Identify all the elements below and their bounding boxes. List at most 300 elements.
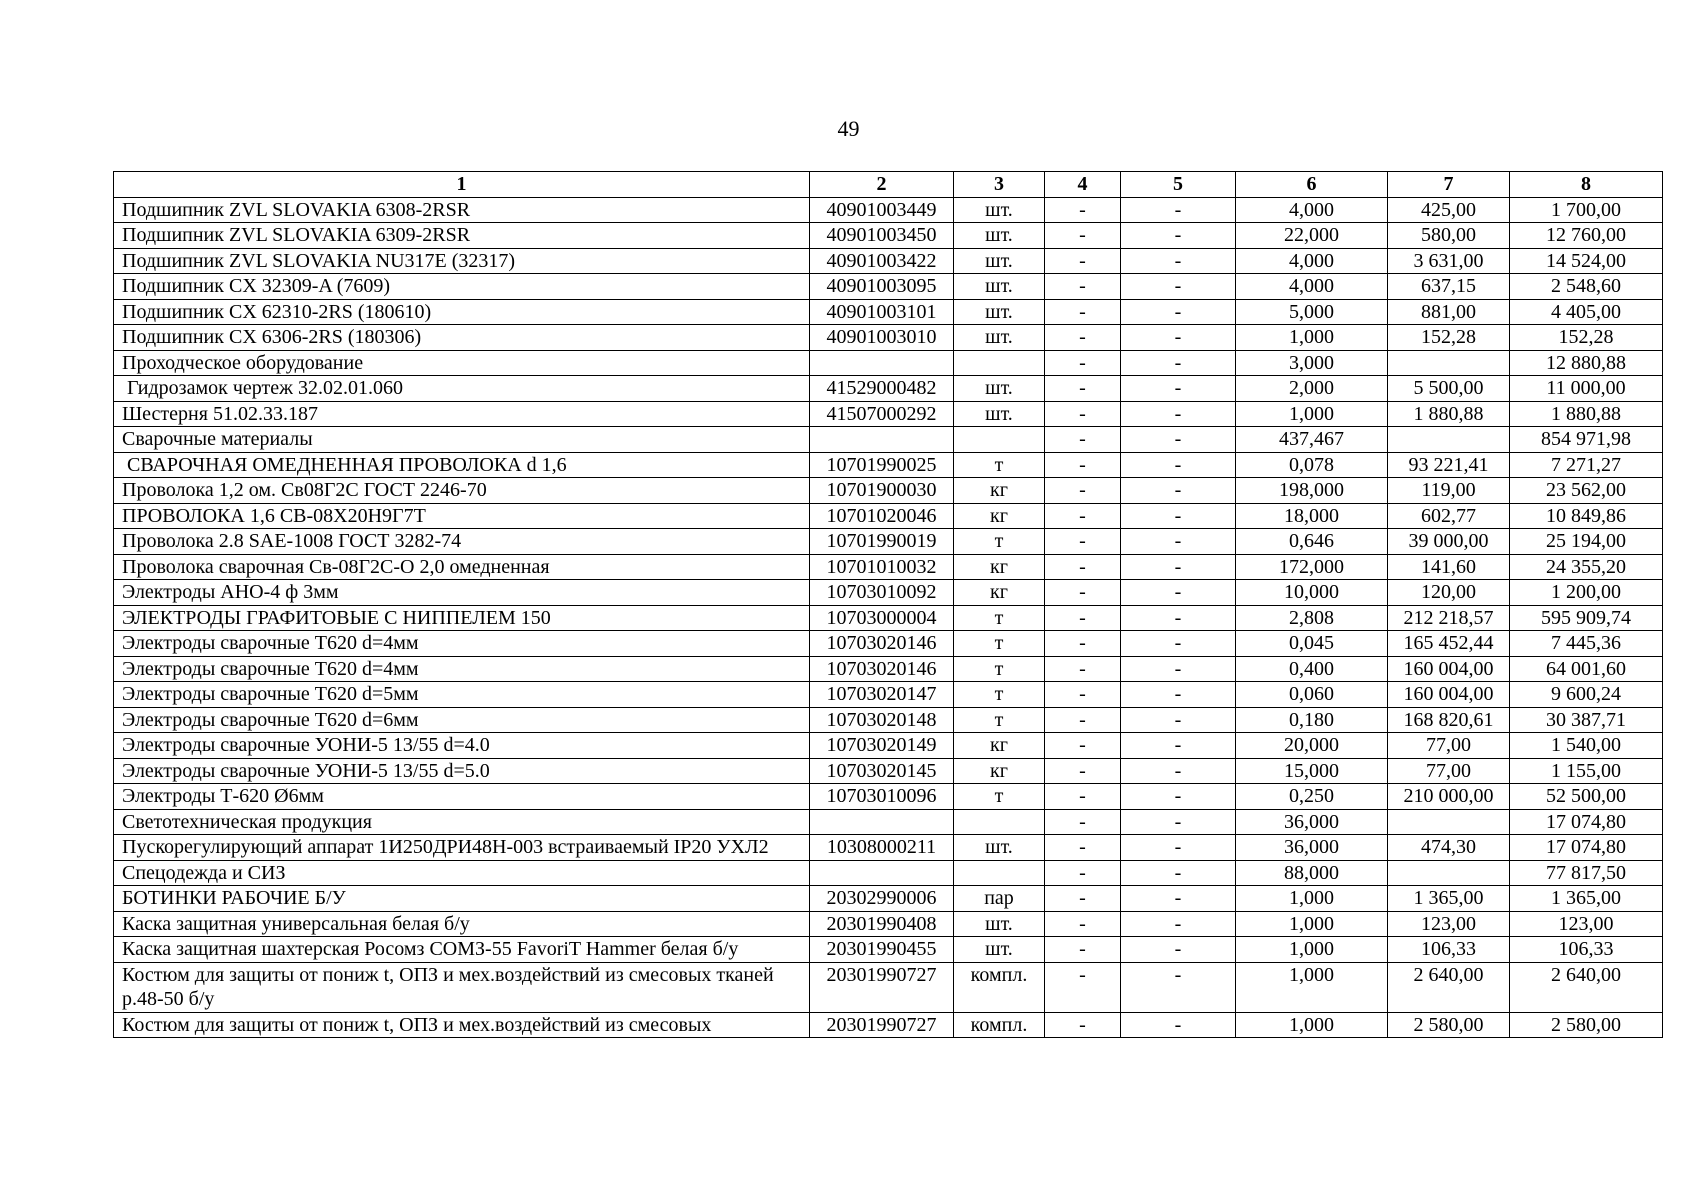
item-name-cell: Электроды АНО-4 ф 3мм (114, 580, 810, 606)
item-name-cell: Каска защитная шахтерская Росомз СОМЗ-55 FavoriT Hammer белая б/у (114, 937, 810, 963)
unit-cell: шт. (954, 325, 1045, 351)
quantity-cell: 88,000 (1236, 860, 1388, 886)
col4-cell: - (1045, 274, 1121, 300)
item-name-cell: СВАРОЧНАЯ ОМЕДНЕННАЯ ПРОВОЛОКА d 1,6 (114, 452, 810, 478)
price-cell: 580,00 (1388, 223, 1510, 249)
quantity-cell: 1,000 (1236, 886, 1388, 912)
col4-cell: - (1045, 886, 1121, 912)
price-cell: 3 631,00 (1388, 248, 1510, 274)
item-code-cell (810, 350, 954, 376)
amount-cell: 2 640,00 (1510, 962, 1663, 1012)
amount-cell: 11 000,00 (1510, 376, 1663, 402)
unit-cell: шт. (954, 299, 1045, 325)
col4-cell: - (1045, 631, 1121, 657)
col4-cell: - (1045, 1012, 1121, 1038)
price-cell: 637,15 (1388, 274, 1510, 300)
unit-cell (954, 350, 1045, 376)
unit-cell: кг (954, 554, 1045, 580)
item-name-cell: Проволока сварочная Св-08Г2С-О 2,0 омедненная (114, 554, 810, 580)
column-header: 1 (114, 172, 810, 198)
col4-cell: - (1045, 503, 1121, 529)
amount-cell: 1 700,00 (1510, 197, 1663, 223)
col4-cell: - (1045, 962, 1121, 1012)
item-name-cell: Электроды сварочные УОНИ-5 13/55 d=4.0 (114, 733, 810, 759)
table-row (114, 350, 1663, 376)
item-name-cell: Подшипник ZVL SLOVAKIA 6308-2RSR (114, 197, 810, 223)
col5-cell: - (1121, 733, 1236, 759)
table-row (114, 886, 1663, 912)
unit-cell: т (954, 682, 1045, 708)
item-code-cell: 40901003450 (810, 223, 954, 249)
table-row (114, 860, 1663, 886)
table-row (114, 248, 1663, 274)
col5-cell: - (1121, 503, 1236, 529)
item-name-cell: Подшипник ZVL SLOVAKIA 6309-2RSR (114, 223, 810, 249)
price-cell: 120,00 (1388, 580, 1510, 606)
table-row (114, 605, 1663, 631)
table-row (114, 376, 1663, 402)
item-code-cell: 41507000292 (810, 401, 954, 427)
col4-cell: - (1045, 376, 1121, 402)
price-cell: 212 218,57 (1388, 605, 1510, 631)
price-cell: 123,00 (1388, 911, 1510, 937)
table-row (114, 529, 1663, 555)
col4-cell: - (1045, 707, 1121, 733)
amount-cell: 106,33 (1510, 937, 1663, 963)
item-code-cell (810, 809, 954, 835)
item-name-cell: ПРОВОЛОКА 1,6 СВ-08Х20Н9Г7Т (114, 503, 810, 529)
col4-cell: - (1045, 350, 1121, 376)
col4-cell: - (1045, 248, 1121, 274)
column-header: 4 (1045, 172, 1121, 198)
col4-cell: - (1045, 605, 1121, 631)
item-name-cell: Спецодежда и СИЗ (114, 860, 810, 886)
amount-cell: 17 074,80 (1510, 835, 1663, 861)
table-row (114, 962, 1663, 1012)
table-row (114, 580, 1663, 606)
unit-cell: т (954, 707, 1045, 733)
quantity-cell: 1,000 (1236, 937, 1388, 963)
item-code-cell: 10703000004 (810, 605, 954, 631)
price-cell: 119,00 (1388, 478, 1510, 504)
item-code-cell: 40901003449 (810, 197, 954, 223)
amount-cell: 2 548,60 (1510, 274, 1663, 300)
item-code-cell: 40901003095 (810, 274, 954, 300)
col5-cell: - (1121, 554, 1236, 580)
item-name-cell: БОТИНКИ РАБОЧИЕ Б/У (114, 886, 810, 912)
quantity-cell: 0,646 (1236, 529, 1388, 555)
col4-cell: - (1045, 325, 1121, 351)
table-header-row (114, 172, 1663, 198)
price-cell: 425,00 (1388, 197, 1510, 223)
item-name-cell: Шестерня 51.02.33.187 (114, 401, 810, 427)
item-name-cell: Подшипник ZVL SLOVAKIA NU317E (32317) (114, 248, 810, 274)
col5-cell: - (1121, 784, 1236, 810)
quantity-cell: 1,000 (1236, 911, 1388, 937)
item-name-cell: Пускорегулирующий аппарат 1И250ДРИ48Н-003 встраиваемый IP20 УХЛ2 (114, 835, 810, 861)
unit-cell (954, 809, 1045, 835)
price-cell (1388, 427, 1510, 453)
item-name-cell: Проволока 2.8 SAE-1008 ГОСТ 3282-74 (114, 529, 810, 555)
col4-cell: - (1045, 478, 1121, 504)
quantity-cell: 3,000 (1236, 350, 1388, 376)
quantity-cell: 15,000 (1236, 758, 1388, 784)
col5-cell: - (1121, 223, 1236, 249)
col4-cell: - (1045, 554, 1121, 580)
col5-cell: - (1121, 809, 1236, 835)
table-row (114, 937, 1663, 963)
unit-cell: шт. (954, 197, 1045, 223)
col5-cell: - (1121, 1012, 1236, 1038)
unit-cell: пар (954, 886, 1045, 912)
table-row (114, 401, 1663, 427)
amount-cell: 23 562,00 (1510, 478, 1663, 504)
quantity-cell: 0,045 (1236, 631, 1388, 657)
item-code-cell: 10703020146 (810, 631, 954, 657)
col5-cell: - (1121, 656, 1236, 682)
quantity-cell: 198,000 (1236, 478, 1388, 504)
item-name-cell: Каска защитная универсальная белая б/у (114, 911, 810, 937)
unit-cell: шт. (954, 835, 1045, 861)
col4-cell: - (1045, 911, 1121, 937)
unit-cell: компл. (954, 1012, 1045, 1038)
amount-cell: 25 194,00 (1510, 529, 1663, 555)
unit-cell (954, 860, 1045, 886)
quantity-cell: 20,000 (1236, 733, 1388, 759)
col4-cell: - (1045, 656, 1121, 682)
item-code-cell: 10701010032 (810, 554, 954, 580)
inventory-table (113, 171, 1663, 1038)
amount-cell: 52 500,00 (1510, 784, 1663, 810)
col5-cell: - (1121, 860, 1236, 886)
item-name-cell: Электроды сварочные Т620 d=5мм (114, 682, 810, 708)
item-name-cell: Гидрозамок чертеж 32.02.01.060 (114, 376, 810, 402)
column-header: 8 (1510, 172, 1663, 198)
quantity-cell: 4,000 (1236, 248, 1388, 274)
col4-cell: - (1045, 197, 1121, 223)
item-code-cell: 10703010096 (810, 784, 954, 810)
amount-cell: 30 387,71 (1510, 707, 1663, 733)
col5-cell: - (1121, 631, 1236, 657)
quantity-cell: 0,250 (1236, 784, 1388, 810)
item-code-cell: 10703020148 (810, 707, 954, 733)
column-header: 2 (810, 172, 954, 198)
item-name-cell: ЭЛЕКТРОДЫ ГРАФИТОВЫЕ С НИППЕЛЕМ 150 (114, 605, 810, 631)
item-code-cell: 10703010092 (810, 580, 954, 606)
table-row (114, 554, 1663, 580)
price-cell: 474,30 (1388, 835, 1510, 861)
col4-cell: - (1045, 809, 1121, 835)
item-name-cell: Костюм для защиты от пониж t, ОПЗ и мех.воздействий из смесовых тканей р.48-50 б/у (114, 962, 810, 1012)
col5-cell: - (1121, 886, 1236, 912)
table-row (114, 733, 1663, 759)
quantity-cell: 0,400 (1236, 656, 1388, 682)
table-row (114, 452, 1663, 478)
item-code-cell: 10703020149 (810, 733, 954, 759)
item-code-cell (810, 860, 954, 886)
col4-cell: - (1045, 758, 1121, 784)
quantity-cell: 172,000 (1236, 554, 1388, 580)
item-code-cell: 10701020046 (810, 503, 954, 529)
col5-cell: - (1121, 937, 1236, 963)
item-name-cell: Электроды сварочные Т620 d=4мм (114, 631, 810, 657)
price-cell: 5 500,00 (1388, 376, 1510, 402)
table-row (114, 1012, 1663, 1038)
col4-cell: - (1045, 580, 1121, 606)
table-row (114, 784, 1663, 810)
quantity-cell: 22,000 (1236, 223, 1388, 249)
quantity-cell: 4,000 (1236, 197, 1388, 223)
quantity-cell: 1,000 (1236, 1012, 1388, 1038)
col4-cell: - (1045, 733, 1121, 759)
item-name-cell: Электроды сварочные Т620 d=4мм (114, 656, 810, 682)
amount-cell: 77 817,50 (1510, 860, 1663, 886)
item-name-cell: Костюм для защиты от пониж t, ОПЗ и мех.воздействий из смесовых (114, 1012, 810, 1038)
unit-cell: шт. (954, 911, 1045, 937)
col5-cell: - (1121, 427, 1236, 453)
col4-cell: - (1045, 860, 1121, 886)
unit-cell: кг (954, 478, 1045, 504)
item-name-cell: Электроды сварочные УОНИ-5 13/55 d=5.0 (114, 758, 810, 784)
col5-cell: - (1121, 682, 1236, 708)
table-row (114, 503, 1663, 529)
amount-cell: 1 365,00 (1510, 886, 1663, 912)
unit-cell: шт. (954, 937, 1045, 963)
unit-cell: шт. (954, 401, 1045, 427)
table-row (114, 197, 1663, 223)
table-row (114, 707, 1663, 733)
quantity-cell: 1,000 (1236, 962, 1388, 1012)
table-row (114, 631, 1663, 657)
quantity-cell: 2,808 (1236, 605, 1388, 631)
price-cell (1388, 350, 1510, 376)
col5-cell: - (1121, 478, 1236, 504)
column-header: 7 (1388, 172, 1510, 198)
page-number: 49 (837, 116, 860, 141)
item-code-cell: 10701990019 (810, 529, 954, 555)
quantity-cell: 0,180 (1236, 707, 1388, 733)
amount-cell: 2 580,00 (1510, 1012, 1663, 1038)
item-code-cell: 10703020145 (810, 758, 954, 784)
col5-cell: - (1121, 452, 1236, 478)
price-cell: 2 580,00 (1388, 1012, 1510, 1038)
quantity-cell: 0,078 (1236, 452, 1388, 478)
unit-cell: кг (954, 503, 1045, 529)
price-cell: 160 004,00 (1388, 682, 1510, 708)
amount-cell: 24 355,20 (1510, 554, 1663, 580)
col5-cell: - (1121, 197, 1236, 223)
quantity-cell: 437,467 (1236, 427, 1388, 453)
table-row (114, 682, 1663, 708)
col4-cell: - (1045, 401, 1121, 427)
unit-cell: т (954, 631, 1045, 657)
item-code-cell: 10701900030 (810, 478, 954, 504)
unit-cell: шт. (954, 376, 1045, 402)
unit-cell: т (954, 605, 1045, 631)
col5-cell: - (1121, 401, 1236, 427)
price-cell (1388, 860, 1510, 886)
item-name-cell: Подшипник CX 6306-2RS (180306) (114, 325, 810, 351)
unit-cell: т (954, 784, 1045, 810)
item-code-cell: 40901003422 (810, 248, 954, 274)
unit-cell: компл. (954, 962, 1045, 1012)
item-code-cell: 40901003010 (810, 325, 954, 351)
item-name-cell: Электроды сварочные Т620 d=6мм (114, 707, 810, 733)
price-cell: 106,33 (1388, 937, 1510, 963)
col4-cell: - (1045, 299, 1121, 325)
table-row (114, 274, 1663, 300)
column-header: 5 (1121, 172, 1236, 198)
quantity-cell: 1,000 (1236, 325, 1388, 351)
item-name-cell: Проволока 1,2 ом. Св08Г2С ГОСТ 2246-70 (114, 478, 810, 504)
col4-cell: - (1045, 784, 1121, 810)
unit-cell: т (954, 656, 1045, 682)
amount-cell: 64 001,60 (1510, 656, 1663, 682)
quantity-cell: 5,000 (1236, 299, 1388, 325)
unit-cell: кг (954, 580, 1045, 606)
amount-cell: 1 200,00 (1510, 580, 1663, 606)
price-cell: 165 452,44 (1388, 631, 1510, 657)
quantity-cell: 4,000 (1236, 274, 1388, 300)
table-row (114, 223, 1663, 249)
col5-cell: - (1121, 529, 1236, 555)
amount-cell: 10 849,86 (1510, 503, 1663, 529)
item-code-cell: 20301990727 (810, 1012, 954, 1038)
item-code-cell: 10308000211 (810, 835, 954, 861)
amount-cell: 9 600,24 (1510, 682, 1663, 708)
unit-cell: кг (954, 733, 1045, 759)
col5-cell: - (1121, 707, 1236, 733)
col5-cell: - (1121, 605, 1236, 631)
quantity-cell: 10,000 (1236, 580, 1388, 606)
amount-cell: 854 971,98 (1510, 427, 1663, 453)
amount-cell: 1 540,00 (1510, 733, 1663, 759)
amount-cell: 1 880,88 (1510, 401, 1663, 427)
item-code-cell: 20301990727 (810, 962, 954, 1012)
item-name-cell: Подшипник CX 32309-A (7609) (114, 274, 810, 300)
price-cell: 2 640,00 (1388, 962, 1510, 1012)
table-row (114, 656, 1663, 682)
col4-cell: - (1045, 427, 1121, 453)
unit-cell (954, 427, 1045, 453)
table-row (114, 478, 1663, 504)
item-code-cell: 10703020146 (810, 656, 954, 682)
col4-cell: - (1045, 529, 1121, 555)
unit-cell: т (954, 529, 1045, 555)
quantity-cell: 18,000 (1236, 503, 1388, 529)
col5-cell: - (1121, 274, 1236, 300)
table-row (114, 325, 1663, 351)
price-cell: 160 004,00 (1388, 656, 1510, 682)
col5-cell: - (1121, 962, 1236, 1012)
item-name-cell: Электроды Т-620 Ø6мм (114, 784, 810, 810)
price-cell: 152,28 (1388, 325, 1510, 351)
amount-cell: 4 405,00 (1510, 299, 1663, 325)
col4-cell: - (1045, 223, 1121, 249)
unit-cell: т (954, 452, 1045, 478)
col4-cell: - (1045, 452, 1121, 478)
table-row (114, 835, 1663, 861)
amount-cell: 17 074,80 (1510, 809, 1663, 835)
table-body (114, 197, 1663, 1038)
item-code-cell: 20302990006 (810, 886, 954, 912)
quantity-cell: 2,000 (1236, 376, 1388, 402)
price-cell: 77,00 (1388, 733, 1510, 759)
item-code-cell: 40901003101 (810, 299, 954, 325)
unit-cell: шт. (954, 274, 1045, 300)
col5-cell: - (1121, 325, 1236, 351)
quantity-cell: 36,000 (1236, 809, 1388, 835)
amount-cell: 14 524,00 (1510, 248, 1663, 274)
amount-cell: 12 760,00 (1510, 223, 1663, 249)
price-cell: 141,60 (1388, 554, 1510, 580)
table-row (114, 911, 1663, 937)
item-code-cell: 10701990025 (810, 452, 954, 478)
table-row (114, 299, 1663, 325)
quantity-cell: 0,060 (1236, 682, 1388, 708)
price-cell: 210 000,00 (1388, 784, 1510, 810)
column-header: 3 (954, 172, 1045, 198)
item-code-cell: 10703020147 (810, 682, 954, 708)
col5-cell: - (1121, 248, 1236, 274)
col5-cell: - (1121, 835, 1236, 861)
amount-cell: 7 445,36 (1510, 631, 1663, 657)
item-code-cell: 41529000482 (810, 376, 954, 402)
quantity-cell: 36,000 (1236, 835, 1388, 861)
price-cell: 39 000,00 (1388, 529, 1510, 555)
amount-cell: 1 155,00 (1510, 758, 1663, 784)
price-cell: 1 880,88 (1388, 401, 1510, 427)
unit-cell: шт. (954, 248, 1045, 274)
quantity-cell: 1,000 (1236, 401, 1388, 427)
col5-cell: - (1121, 350, 1236, 376)
price-cell: 602,77 (1388, 503, 1510, 529)
price-cell: 93 221,41 (1388, 452, 1510, 478)
col5-cell: - (1121, 911, 1236, 937)
amount-cell: 123,00 (1510, 911, 1663, 937)
col5-cell: - (1121, 580, 1236, 606)
item-code-cell (810, 427, 954, 453)
col4-cell: - (1045, 937, 1121, 963)
table-row (114, 758, 1663, 784)
amount-cell: 12 880,88 (1510, 350, 1663, 376)
price-cell: 1 365,00 (1388, 886, 1510, 912)
amount-cell: 7 271,27 (1510, 452, 1663, 478)
item-name-cell: Подшипник CX 62310-2RS (180610) (114, 299, 810, 325)
item-name-cell: Светотехническая продукция (114, 809, 810, 835)
item-name-cell: Сварочные материалы (114, 427, 810, 453)
col4-cell: - (1045, 835, 1121, 861)
col5-cell: - (1121, 299, 1236, 325)
item-code-cell: 20301990408 (810, 911, 954, 937)
col5-cell: - (1121, 758, 1236, 784)
price-cell: 77,00 (1388, 758, 1510, 784)
unit-cell: кг (954, 758, 1045, 784)
table-row (114, 427, 1663, 453)
col5-cell: - (1121, 376, 1236, 402)
price-cell: 168 820,61 (1388, 707, 1510, 733)
price-cell: 881,00 (1388, 299, 1510, 325)
table-row (114, 809, 1663, 835)
item-name-cell: Проходческое оборудование (114, 350, 810, 376)
col4-cell: - (1045, 682, 1121, 708)
item-code-cell: 20301990455 (810, 937, 954, 963)
unit-cell: шт. (954, 223, 1045, 249)
price-cell (1388, 809, 1510, 835)
column-header: 6 (1236, 172, 1388, 198)
amount-cell: 595 909,74 (1510, 605, 1663, 631)
amount-cell: 152,28 (1510, 325, 1663, 351)
